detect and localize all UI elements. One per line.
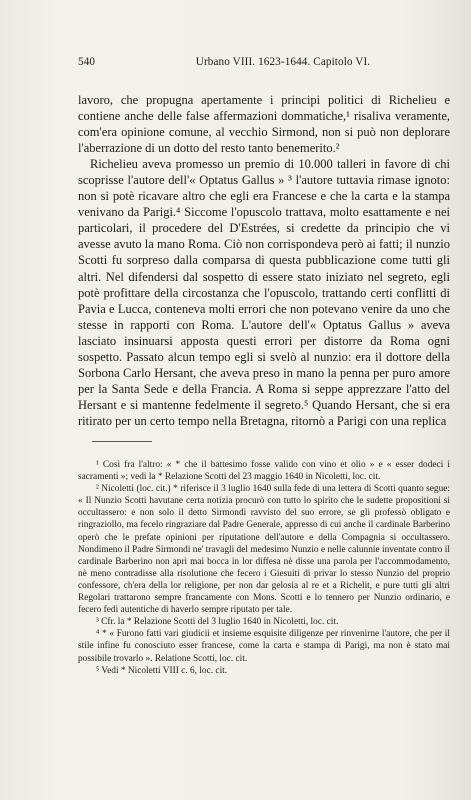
page-header [78,56,430,70]
footnote: ³ Cfr. la * Relazione Scotti del 3 luglio 1640 in Nicoletti, loc. cit. [96,617,339,628]
page-number: 540 [78,56,96,68]
running-title: Urbano VIII. 1623-1644. Capitolo VI. [195,56,371,68]
footnotes [78,459,450,677]
footnote: ² Nicoletti (loc. cit.) * riferisce il 3 luglio 1640 sulla fede di una lettera di Scotti quanto segue: « Il Nunzio Scotti havutane certa notizia procurò con tutto lo spirito che le sudette propositioni si occultassero: e non solo il detto Sirmondi ravvisto del suo errore, se gli professò obligato e ringraziollo, ma fecelo ringraziare dal Padre Generale, appresso di cui anche il cardinale Barberino operò che le prefate opinioni per riputatione dell'autore e della Compagnia si occultassero. Nondimeno il Padre Sirmondi ne' travagli del medesimo Nunzio e nelle calunnie inventate contro il cardinale Barberino non aprì mai bocca in lor diffesa nè disse una parola per l'accommodamento, nè meno contradisse alla risolutione che fecero i Giesuiti di privar lo stesso Nunzio del proprio confessore, ch'era della lor religione, per non dar gelosia al re et a Richelit, e pure tutti gli altri Regolari trattarono sempre francamente con Mons. Scotti e lo tennero per Nunzio ordinario, e fecero fedi autentiche di haverlo sempre riputato per tale. [78,484,450,616]
footnote-separator [92,441,152,442]
footnote: ⁵ Vedi * Nicoletti VIII c. 6, loc. cit. [96,665,228,676]
main-text [78,92,450,429]
body-paragraph: Richelieu aveva promesso un premio di 10.000 talleri in favore di chi scoprisse l'autore dell'« Optatus Gallus » ³ l'autore tuttavia rimase ignoto: non si potè ricavare altro che egli era Francese e che la carta e la stampa venivano da Parigi.⁴ Siccome l'opuscolo trattava, molto esattamente e nei particolari, il procedere del D'Estrées, si credette da principio che vi avesse avuto la mano Roma. Ciò non corrispondeva però ai fatti; il nunzio Scotti fu sorpreso dalla comparsa di questa pubblicazione come tutti gli altri. Nel difendersi dal sospetto di essere stato iniziato nel segreto, egli potè profittare della circostanza che l'opuscolo, trattando certi conflitti di Pavia e Lucca, conteneva molti errori che non potevano venire da uno che stesse in rapporti con Roma. L'autore dell'« Optatus Gallus » aveva lasciato insinuarsi apposta questi errori per distorre da Roma ogni sospetto. Passato alcun tempo egli si svelò al nunzio: era il dottore della Sorbona Carlo Hersant, che aveva preso in mano la penna per puro amore per la Santa Sede e della Francia. A Roma si seppe apprezzare l'atto del Hersant e si mantenne fedelmente il segreto.⁵ Quando Hersant, che si era ritirato per un certo tempo nella Bretagna, ritornò a Parigi con una replica [78,157,450,428]
footnote: ⁴ * « Furono fatti vari giudicii et insieme esquisite diligenze per rinvenirne l'autore, che per il stile infine fu conosciuto esser francese, come la carta e stampa di Parigi, ma non è stato mai possibile trovarlo ». Relatione Scotti, loc. cit. [78,629,450,664]
footnote: ¹ Così fra l'altro: « * che il battesimo fosse valido con vino et olio » e « esser dodeci i sacramenti »; vedi la * Relazione Scotti del 23 maggio 1640 in Nicoletti, loc. cit. [78,460,450,483]
body-paragraph: lavoro, che propugna apertamente i principi politici di Richelieu e contiene anche delle false affermazioni dommatiche,¹ risaliva veramente, com'era opinione comune, al vecchio Sirmond, non si può non deplorare l'aberrazione di un dotto del resto tanto benemerito.² [78,93,450,156]
